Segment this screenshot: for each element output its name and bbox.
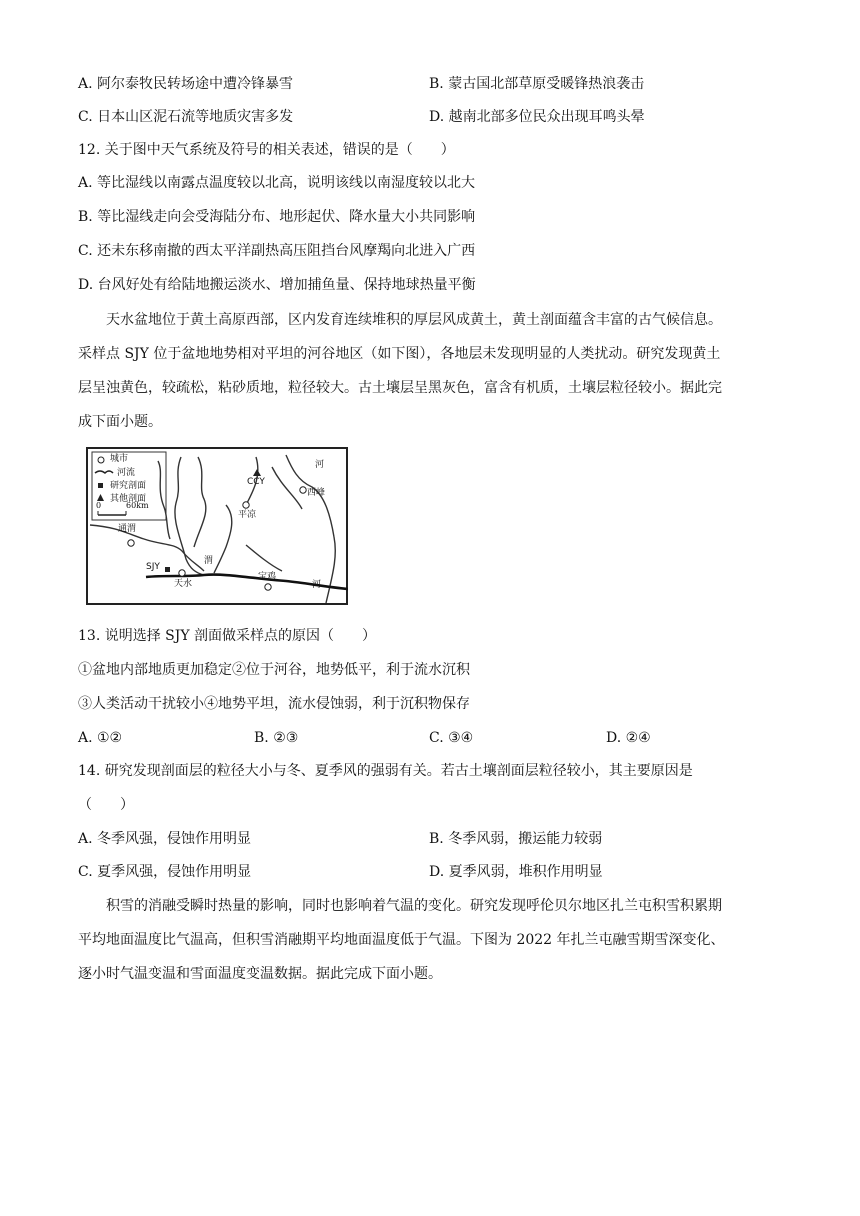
- q14-stem: 14. 研究发现剖面层的粒径大小与冬、夏季风的强弱有关。若古土壤剖面层粒径较小，其主要原因是: [78, 763, 693, 779]
- q14-option-c: C. 夏季风强，侵蚀作用明显: [78, 864, 252, 880]
- city-pingliang: [243, 502, 249, 508]
- q11-option-b: B. 蒙古国北部草原受暖锋热浪袭击: [429, 76, 645, 92]
- passage1-line1: 天水盆地位于黄土高原西部，区内发育连续堆积的厚层风成黄土，黄土剖面蕴含丰富的古气候信息。: [106, 312, 722, 328]
- label-baoji: 宝鸡: [258, 572, 277, 582]
- q12-option-b: B. 等比湿线走向会受海陆分布、地形起伏、降水量大小共同影响: [78, 209, 476, 225]
- q11-option-c: C. 日本山区泥石流等地质灾害多发: [78, 109, 294, 125]
- label-sjy: SJY: [146, 562, 160, 572]
- label-he-north: 河: [315, 460, 325, 470]
- label-tongwei: 通渭: [118, 524, 137, 534]
- q12-option-c: C. 还未东移南撤的西太平洋副热高压阻挡台风摩羯向北进入广西: [78, 243, 476, 259]
- legend-study-profile-label: 研究剖面: [110, 481, 147, 491]
- legend-other-profile-label: 其他剖面: [110, 494, 147, 504]
- scale-label: 60km: [126, 501, 149, 510]
- passage2-line3: 逐小时气温变温和雪面温度变温数据。据此完成下面小题。: [78, 966, 442, 982]
- q13-option-b: B. ②③: [254, 730, 299, 746]
- city-baoji: [265, 584, 271, 590]
- q13-option-c: C. ③④: [429, 730, 474, 746]
- label-he-east: 河: [312, 580, 322, 590]
- passage1-line2: 采样点 SJY 位于盆地地势相对平坦的河谷地区（如下图），各地层未发现明显的人类扰动。研究发现黄土: [78, 346, 721, 362]
- scale-zero-label: 0: [96, 501, 102, 510]
- passage2-line2: 平均地面温度比气温高，但积雪消融期平均地面温度低于气温。下图为 2022 年扎兰屯融雪期雪深变化、: [78, 932, 725, 948]
- q12-stem: 12. 关于图中天气系统及符号的相关表述，错误的是（ ）: [78, 142, 455, 158]
- q13-statement-1: ①盆地内部地质更加稳定②位于河谷，地势低平，利于流水沉积: [78, 662, 470, 678]
- legend-river-label: 河流: [117, 468, 136, 478]
- tianshui-basin-map: [86, 447, 348, 605]
- label-pingliang: 平凉: [238, 510, 257, 520]
- city-tongwei: [128, 540, 134, 546]
- q12-option-d: D. 台风好处有给陆地搬运淡水、增加捕鱼量、保持地球热量平衡: [78, 277, 476, 293]
- q14-option-d: D. 夏季风弱，堆积作用明显: [429, 864, 603, 880]
- label-xifeng: 西峰: [307, 488, 326, 498]
- q13-statement-2: ③人类活动干扰较小④地势平坦，流水侵蚀弱，利于沉积物保存: [78, 696, 470, 712]
- label-tianshui: 天水: [174, 579, 193, 589]
- q12-option-a: A. 等比湿线以南露点温度较以北高，说明该线以南湿度较以北大: [78, 175, 476, 191]
- q11-option-a: A. 阿尔泰牧民转场途中遭冷锋暴雪: [78, 76, 294, 92]
- q14-option-a: A. 冬季风强，侵蚀作用明显: [78, 831, 252, 847]
- passage2-line1: 积雪的消融受瞬时热量的影响，同时也影响着气温的变化。研究发现呼伦贝尔地区扎兰屯积雪积累期: [106, 898, 722, 914]
- q11-option-d: D. 越南北部多位民众出现耳鸣头晕: [429, 109, 645, 125]
- city-xifeng: [300, 487, 306, 493]
- q13-option-a: A. ①②: [78, 730, 123, 746]
- passage1-line3: 层呈浊黄色，较疏松，粘砂质地，粒径较大。古土壤层呈黑灰色，富含有机质，土壤层粒径较小。据此完: [78, 380, 722, 396]
- q14-option-b: B. 冬季风弱，搬运能力较弱: [429, 831, 603, 847]
- legend-city-symbol: [98, 457, 104, 463]
- label-wei: 渭: [204, 556, 214, 566]
- q13-stem: 13. 说明选择 SJY 剖面做采样点的原因（ ）: [78, 628, 377, 644]
- legend-city-label: 城市: [110, 454, 129, 464]
- city-tianshui: [179, 570, 185, 576]
- q13-option-d: D. ②④: [606, 730, 651, 746]
- label-ccy: CCY: [247, 477, 265, 487]
- profile-sjy: [165, 567, 170, 572]
- passage1-line4: 成下面小题。: [78, 414, 162, 430]
- q14-paren: （ ）: [78, 797, 134, 813]
- legend-study-profile-symbol: [98, 483, 103, 488]
